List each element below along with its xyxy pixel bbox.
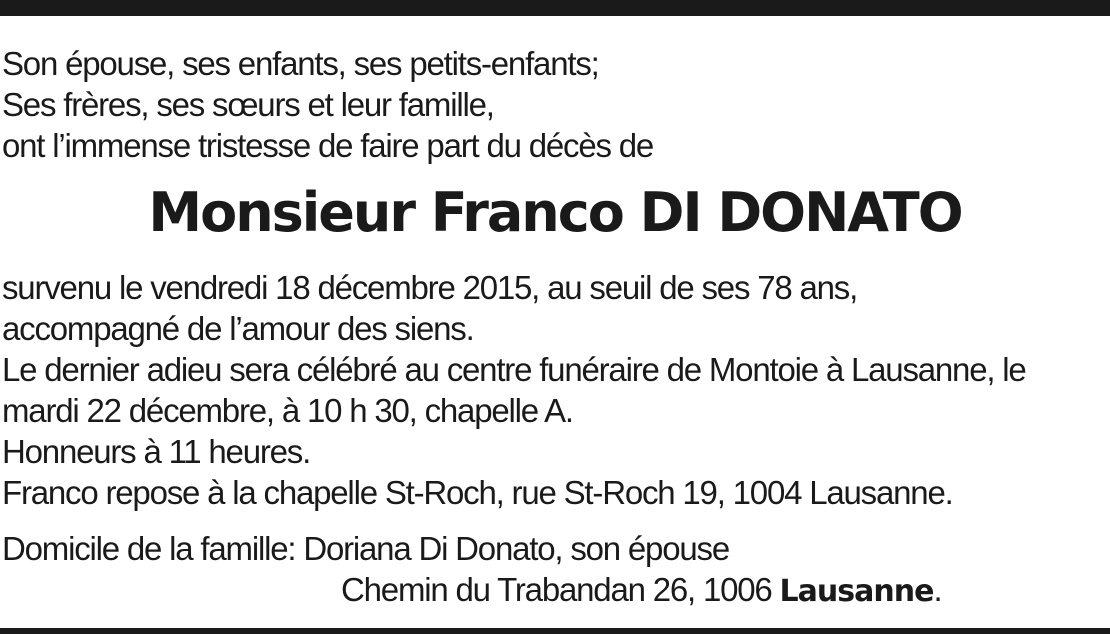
domicile-block bbox=[2, 528, 1108, 610]
domicile-period: . bbox=[933, 571, 942, 608]
details-block bbox=[2, 267, 1108, 513]
domicile-address: Chemin du Trabandan 26, 1006 bbox=[341, 571, 780, 608]
details-line: accompagné de l’amour des siens. bbox=[2, 310, 474, 347]
top-rule bbox=[0, 0, 1110, 16]
domicile-address-line bbox=[2, 569, 1108, 610]
details-line: Honneurs à 11 heures. bbox=[2, 433, 311, 470]
details-line: mardi 22 décembre, à 10 h 30, chapelle A. bbox=[2, 392, 573, 429]
details-line: Le dernier adieu sera célébré au centre funéraire de Montoie à Lausanne, le bbox=[2, 351, 1026, 388]
domicile-city: Lausanne bbox=[779, 574, 934, 609]
domicile-line: Domicile de la famille: Doriana Di Donato, son épouse bbox=[2, 530, 729, 567]
intro-block bbox=[2, 43, 1108, 166]
bottom-rule bbox=[0, 628, 1110, 634]
intro-line: ont l’immense tristesse de faire part du décès de bbox=[2, 127, 654, 164]
deceased-name: Monsieur Franco DI DONATO bbox=[148, 181, 962, 244]
intro-line: Son épouse, ses enfants, ses petits-enfants; bbox=[2, 45, 599, 82]
intro-line: Ses frères, ses sœurs et leur famille, bbox=[2, 86, 494, 123]
details-line: survenu le vendredi 18 décembre 2015, au seuil de ses 78 ans, bbox=[2, 269, 858, 306]
details-line: Franco repose à la chapelle St-Roch, rue St-Roch 19, 1004 Lausanne. bbox=[2, 474, 953, 511]
